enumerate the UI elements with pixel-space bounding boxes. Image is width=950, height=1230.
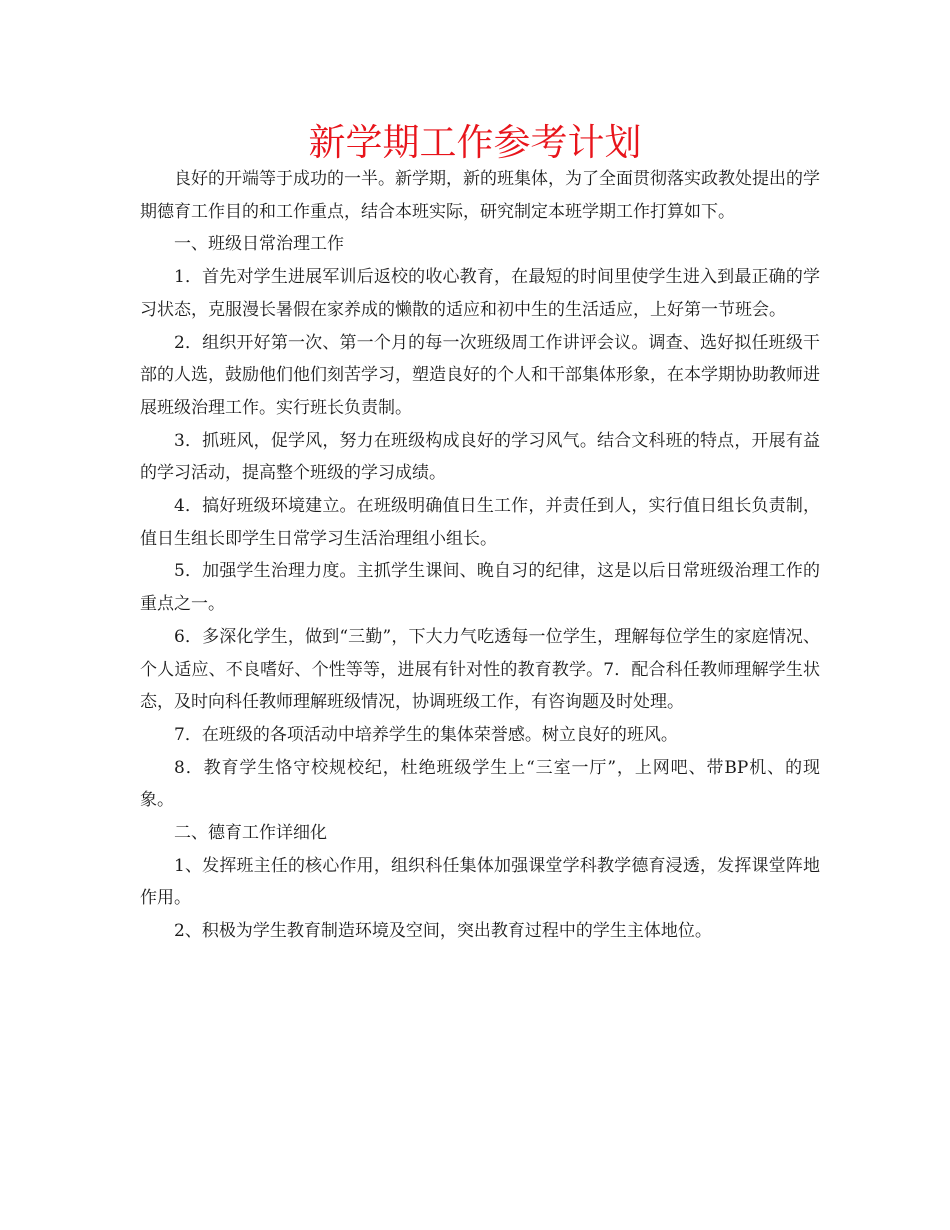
list-item-1: 1．首先对学生进展军训后返校的收心教育，在最短的时间里使学生进入到最正确的学习状态，克服漫长暑假在家养成的懒散的适应和初中生的生活适应，上好第一节班会。 (140, 267, 820, 320)
paragraph-intro: 良好的开端等于成功的一半。新学期，新的班集体，为了全面贯彻落实政教处提出的学期德育工作目的和工作重点，结合本班实际，研究制定本班学期工作打算如下。 (140, 169, 820, 222)
list-item-9: 1、发挥班主任的核心作用，组织科任集体加强课堂学科教学德育浸透，发挥课堂阵地作用。 (140, 855, 820, 909)
document-body (140, 163, 820, 948)
list-item-5: 5．加强学生治理力度。主抓学生课间、晚自习的纪律，这是以后日常班级治理工作的重点之一。 (140, 561, 820, 615)
list-item-6: 6．多深化学生，做到“三勤”，下大力气吃透每一位学生，理解每位学生的家庭情况、个人适应、不良嗜好、个性等等，进展有针对性的教育教学。7．配合科任教师理解学生状态，及时向科任教师理解班级情况，协调班级工作，有咨询题及时处理。 (140, 626, 820, 713)
section-heading-1: 一、班级日常治理工作 (174, 234, 344, 255)
list-item-7: 7．在班级的各项活动中培养学生的集体荣誉感。树立良好的班风。 (174, 724, 678, 745)
list-item-4: 4．搞好班级环境建立。在班级明确值日生工作，并责任到人，实行值日组长负责制，值日生组长即学生日常学习生活治理组小组长。 (140, 496, 820, 549)
section-heading-2: 二、德育工作详细化 (174, 823, 327, 844)
document-title: 新学期工作参考计划 (308, 121, 642, 164)
list-item-3: 3．抓班风，促学风，努力在班级构成良好的学习风气。结合文科班的特点，开展有益的学习活动，提高整个班级的学习成绩。 (140, 430, 820, 484)
list-item-8: 8．教育学生恪守校规校纪，杜绝班级学生上“三室一厅”，上网吧、带BP机、的现象。 (140, 757, 820, 811)
list-item-2: 2．组织开好第一次、第一个月的每一次班级周工作讲评会议。调查、选好拟任班级干部的人选，鼓励他们他们刻苦学习，塑造良好的个人和干部集体形象，在本学期协助教师进展班级治理工作。实行班长负责制。 (140, 332, 820, 418)
list-item-10: 2、积极为学生教育制造环境及空间，突出教育过程中的学生主体地位。 (174, 921, 712, 942)
